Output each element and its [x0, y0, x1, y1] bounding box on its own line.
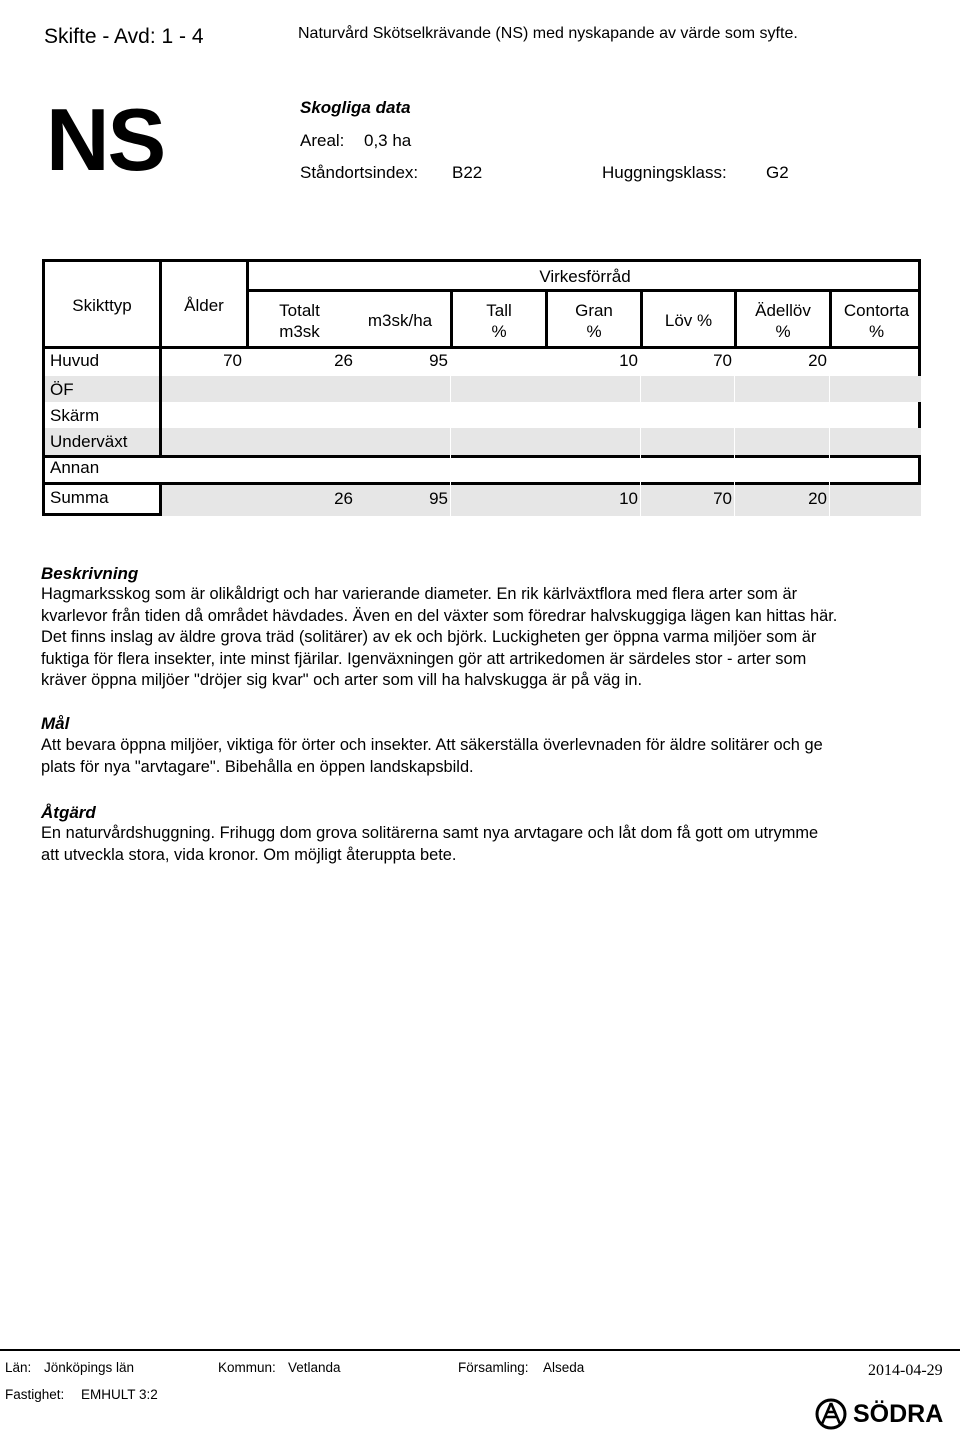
- atgard-heading: Åtgärd: [41, 803, 96, 822]
- standortsindex-label: Ståndortsindex:: [300, 163, 419, 182]
- row-stripe: [162, 376, 921, 402]
- cell-summa-adellov: 20: [808, 489, 827, 508]
- footer-divider: [0, 1349, 960, 1351]
- sodra-wordmark: SÖDRA: [853, 1399, 944, 1428]
- sodra-emblem-icon: [815, 1398, 847, 1430]
- huggningsklass-value: G2: [766, 163, 789, 182]
- grid-line: [45, 482, 921, 485]
- standortsindex-value: B22: [452, 163, 483, 182]
- header-skikttyp: Skikttyp: [72, 296, 132, 315]
- header-totalt-line2: m3sk: [279, 322, 320, 341]
- row-label-huvud: Huvud: [50, 351, 100, 370]
- areal-value: 0,3 ha: [364, 131, 412, 150]
- header-tall: [453, 300, 545, 342]
- cell-huvud-alder: 70: [223, 351, 242, 370]
- lan-value: Jönköpings län: [44, 1360, 135, 1375]
- category-code: NS: [46, 90, 165, 189]
- header-totalt: [249, 300, 350, 342]
- areal-label: Areal:: [300, 131, 345, 150]
- forsamling-value: Alseda: [543, 1360, 585, 1375]
- header-adellov-line2: %: [775, 322, 791, 341]
- fastighet-value: EMHULT 3:2: [81, 1387, 158, 1402]
- header-m3skha: m3sk/ha: [367, 311, 433, 330]
- header-adellov: [737, 300, 829, 342]
- row-label-skarm: Skärm: [50, 406, 100, 425]
- row-label-annan: Annan: [50, 458, 100, 477]
- grid-line: [45, 455, 921, 458]
- report-date: 2014-04-29: [868, 1362, 943, 1379]
- header-tall-line1: Tall: [486, 301, 512, 320]
- header-alder: Ålder: [184, 296, 224, 315]
- cell-huvud-adellov: 20: [808, 351, 827, 370]
- cell-summa-totalt: 26: [334, 489, 353, 508]
- kommun-label: Kommun:: [218, 1360, 276, 1375]
- cell-huvud-gran: 10: [619, 351, 638, 370]
- beskrivning-text: Hagmarksskog som är olikåldrigt och har varierande diameter. En rik kärlväxtflora med flera arter som är kvarlevor från tiden då området hävdades. Även en del växter som föredrar halvskuggiga lägen kan hittas här. Det finns inslag av äldre grova träd (solitärer) av ek och björk. Luckigheten ger öppna varma miljöer som är fuktiga för flera insekter, inte minst fjärilar. Igenväxningen gör att artrikedomen är särdeles stor - arter som kräver öppna miljöer "dröjer sig kvar" och arter som vill ha halvskugga är på väg in.: [41, 585, 838, 689]
- stand-table: [42, 259, 921, 516]
- sodra-logo: [815, 1398, 943, 1430]
- cell-summa-gran: 10: [619, 489, 638, 508]
- skogliga-data-heading: Skogliga data: [300, 98, 411, 117]
- mal-heading: Mål: [41, 714, 70, 733]
- header-gran-line2: %: [586, 322, 602, 341]
- grid-line: [246, 289, 921, 292]
- row-stripe: [162, 428, 921, 455]
- header-totalt-line1: Totalt: [279, 301, 320, 320]
- row-label-summa: Summa: [50, 488, 109, 507]
- header-virkesforrad: Virkesförråd: [539, 267, 631, 286]
- kommun-value: Vetlanda: [288, 1360, 341, 1375]
- lan-label: Län:: [5, 1360, 32, 1375]
- header-adellov-line1: Ädellöv: [755, 301, 811, 320]
- atgard-text: En naturvårdshuggning. Frihugg dom grova solitärerna samt nya arvtagare och låt dom få gott om utrymme att utveckla stora, vida kronor. Om möjligt återuppta bete.: [41, 824, 819, 864]
- header-contorta-line2: %: [868, 322, 885, 341]
- grid-line: [159, 482, 162, 516]
- header-tall-line2: %: [491, 322, 507, 341]
- cell-huvud-m3skha: 95: [429, 351, 448, 370]
- header-gran: [548, 300, 640, 342]
- grid-line: [450, 349, 451, 516]
- header-lov: Löv %: [664, 311, 713, 330]
- page-title: Skifte - Avd: 1 - 4: [44, 25, 204, 48]
- cell-huvud-lov: 70: [713, 351, 732, 370]
- header-contorta-line1: Contorta: [843, 301, 910, 320]
- header-contorta: [832, 300, 921, 342]
- forsamling-label: Församling:: [458, 1360, 529, 1375]
- row-label-undervaxt: Underväxt: [50, 432, 128, 451]
- mal-text: Att bevara öppna miljöer, viktiga för örter och insekter. Att säkerställa överlevnaden för äldre solitärer och ge plats för nya "arvtagare". Bibehålla en öppen landskapsbild.: [41, 736, 823, 776]
- grid-line: [45, 346, 921, 349]
- huggningsklass-label: Huggningsklass:: [602, 163, 727, 182]
- header-gran-line1: Gran: [575, 301, 613, 320]
- fastighet-label: Fastighet:: [5, 1387, 65, 1402]
- cell-summa-lov: 70: [713, 489, 732, 508]
- cell-huvud-totalt: 26: [334, 351, 353, 370]
- cell-summa-m3skha: 95: [429, 489, 448, 508]
- page-subtitle: Naturvård Skötselkrävande (NS) med nyskapande av värde som syfte.: [298, 25, 798, 42]
- row-label-of: ÖF: [50, 380, 74, 399]
- grid-line: [829, 349, 830, 516]
- beskrivning-heading: Beskrivning: [41, 564, 139, 583]
